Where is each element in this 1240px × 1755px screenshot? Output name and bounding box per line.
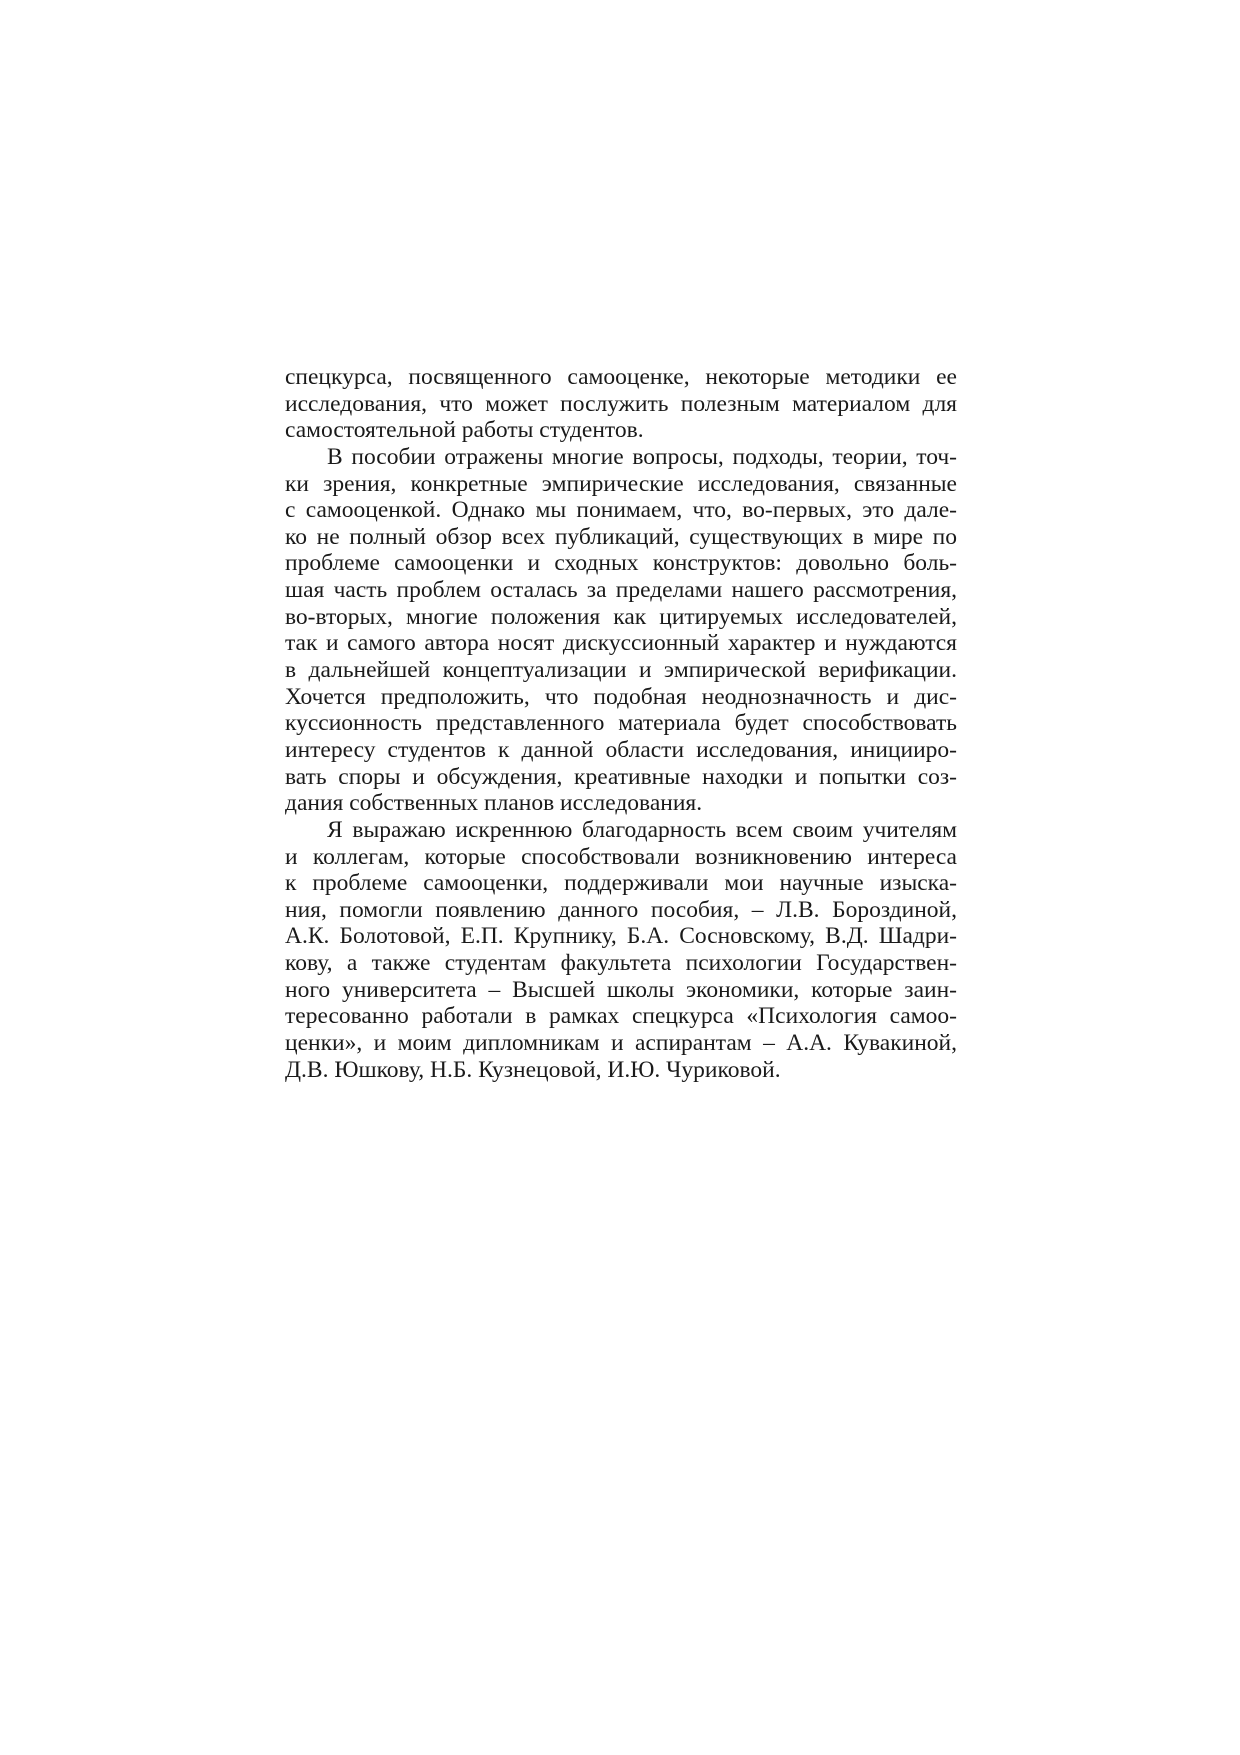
text-line: и коллегам, которые способствовали возникновению интереса	[285, 843, 957, 870]
text-line: исследования, что может послужить полезным материалом для	[285, 390, 957, 417]
text-line: Хочется предположить, что подобная неоднозначность и дис-	[285, 683, 957, 710]
body-text	[285, 364, 957, 1083]
paragraph	[285, 364, 957, 444]
text-line: интересу студентов к данной области исследования, иницииро-	[285, 736, 957, 763]
text-line: ного университета – Высшей школы экономики, которые заин-	[285, 976, 957, 1003]
text-line: проблеме самооценки и сходных конструктов: довольно боль-	[285, 550, 957, 577]
paragraph	[285, 817, 957, 1083]
text-line: ценки», и моим дипломникам и аспирантам – А.А. Кувакиной,	[285, 1030, 957, 1057]
text-line: так и самого автора носят дискуссионный характер и нуждаются	[285, 630, 957, 657]
text-line: ки зрения, конкретные эмпирические исследования, связанные	[285, 470, 957, 497]
text-line: Я выражаю искреннюю благодарность всем своим учителям	[327, 816, 957, 843]
text-line: В пособии отражены многие вопросы, подходы, теории, точ-	[327, 443, 957, 470]
text-line: в дальнейшей концептуализации и эмпирической верификации.	[285, 657, 957, 684]
text-line: ния, помогли появлению данного пособия, – Л.В. Бороздиной,	[285, 896, 957, 923]
text-line: Д.В. Юшкову, Н.Б. Кузнецовой, И.Ю. Чуриковой.	[285, 1056, 781, 1083]
text-line: тересованно работали в рамках спецкурса «Психология самоо-	[285, 1003, 957, 1030]
text-line: кову, а также студентам факультета психологии Государствен-	[285, 950, 957, 977]
text-line: вать споры и обсуждения, креативные находки и попытки соз-	[285, 763, 957, 790]
text-line: во-вторых, многие положения как цитируемых исследователей,	[285, 603, 957, 630]
text-line: спецкурса, посвященного самооценке, некоторые методики ее	[285, 364, 957, 390]
text-line: А.К. Болотовой, Е.П. Крупнику, Б.А. Сосновскому, В.Д. Шадри-	[285, 923, 957, 950]
text-line: куссионность представленного материала будет способствовать	[285, 710, 957, 737]
text-line: с самооценкой. Однако мы понимаем, что, во-первых, это дале-	[285, 497, 957, 524]
text-line: дания собственных планов исследования.	[285, 790, 703, 817]
paragraph	[285, 444, 957, 817]
text-line: самостоятельной работы студентов.	[285, 417, 644, 444]
text-line: ко не полный обзор всех публикаций, существующих в мире по	[285, 523, 957, 550]
text-line: к проблеме самооценки, поддерживали мои научные изыска-	[285, 870, 957, 897]
text-line: шая часть проблем осталась за пределами нашего рассмотрения,	[285, 577, 957, 604]
